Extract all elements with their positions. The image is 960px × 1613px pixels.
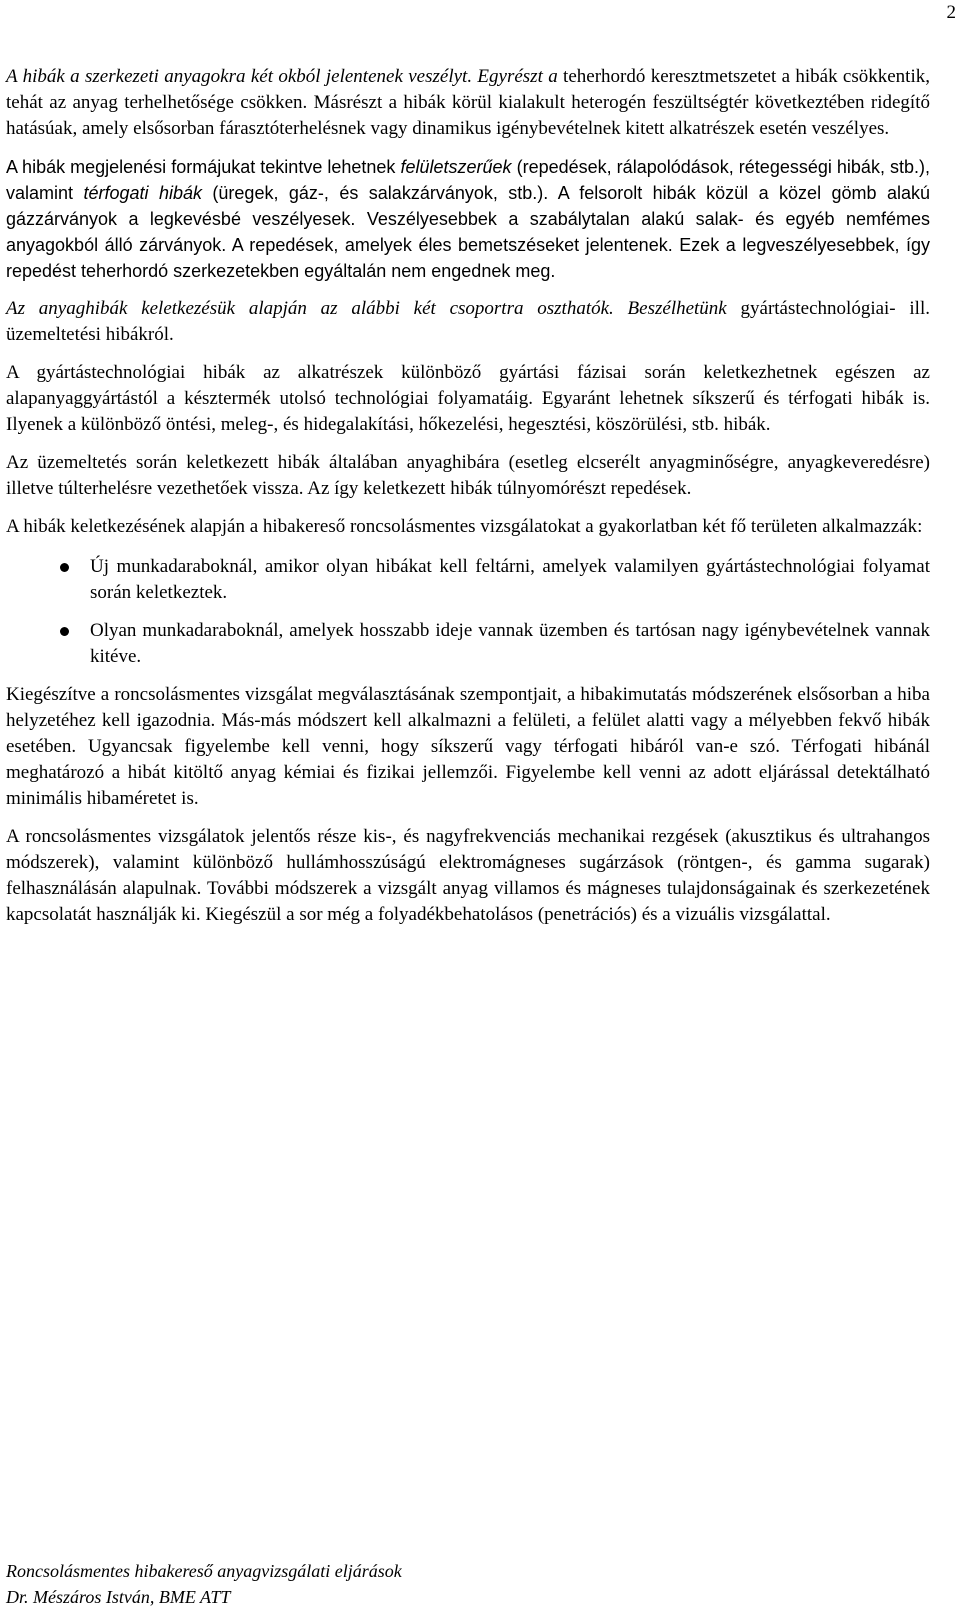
footer-author: Dr. Mészáros István, BME ATT	[6, 1587, 231, 1607]
italic-text: Az anyaghibák keletkezésük alapján az alábbi két csoportra oszthatók. Beszélhetünk	[6, 298, 727, 319]
paragraph-text: A hibák megjelenési formájukat tekintve lehetnek	[6, 157, 401, 177]
paragraph-method-selection: Kiegészítve a roncsolásmentes vizsgálat megválasztásának szempontjait, a hibakimutatás módszerének elsősorban a hiba helyzetéhez kell igazodnia. Más-más módszert kell alkalmazni a felületi, a felület alatti vagy a mélyebben fekvő hibák esetében. Ugyancsak figyelembe kell venni, hogy síkszerű vagy térfogati hibáról van-e szó. Térfogati hibánál meghatározó a hibát kitöltő anyag kémiai és fizikai jellemzői. Figyelembe kell venni az adott eljárással detektálható minimális hibaméretet is.	[6, 684, 930, 809]
paragraph-text: (repedések, rálapolódások, rétegességi hibák, stb.), valamint	[6, 157, 930, 203]
page-footer	[6, 1558, 402, 1610]
italic-term-surface: felületszerűek	[400, 157, 512, 177]
paragraph-ndt-methods: A roncsolásmentes vizsgálatok jelentős része kis-, és nagyfrekvenciás mechanikai rezgések (akusztikus és ultrahangos módszerek), valamint különböző hullámhosszúságú elektromágneses sugárzások (röntgen-, és gamma sugarak) felhasználásán alapulnak. További módszerek a vizsgált anyag villamos és mágneses tulajdonságainak és szerkezetének kapcsolatát használják ki. Kiegészül a sor még a folyadékbehatolásos (penetrációs) és a vizuális vizsgálattal.	[6, 826, 930, 925]
page-number: 2	[946, 2, 956, 23]
paragraph-defect-forms	[6, 154, 930, 284]
italic-term-volume: térfogati hibák	[83, 183, 202, 203]
list-item: Olyan munkadaraboknál, amelyek hosszabb ideje vannak üzemben és tartósan nagy igénybevételnek vannak kitéve.	[6, 618, 930, 670]
paragraph-text: teherhordó keresztmetszetet a hibák csökkentik, tehát az anyag terhelhetősége csökken. Másrészt a hibák körül kialakult heterogén feszültségtér következtében ridegítő hatásúak, amely elsősorban fárasztóterhelésnek vagy dinamikus igénybevételnek kitett alkatrészek esetén veszélyes.	[6, 66, 930, 139]
paragraph-manufacturing-defects: A gyártástechnológiai hibák az alkatrészek különböző gyártási fázisai során keletkezhetnek egészen az alapanyaggyártástól a késztermék utolsó technológiai folyamatáig. Egyaránt lehetnek síkszerű és térfogati hibák is. Ilyenek a különböző öntési, meleg-, és hidegalakítási, hőkezelési, hegesztési, köszörülési, stb. hibák.	[6, 362, 930, 435]
bullet-icon	[60, 563, 69, 572]
footer-title: Roncsolásmentes hibakereső anyagvizsgálati eljárások	[6, 1561, 402, 1581]
document-body	[6, 64, 930, 940]
paragraph-operational-defects: Az üzemeltetés során keletkezett hibák általában anyaghibára (esetleg elcserélt anyagminőségre, anyagkeveredésre) illetve túlterhelésre vezethetőek vissza. Az így keletkezett hibák túlnyomórészt repedések.	[6, 452, 930, 499]
bullet-icon	[60, 627, 69, 636]
paragraph-defect-groups	[6, 296, 930, 348]
bullet-list	[6, 554, 930, 670]
paragraph-text: gyártástechnológiai- ill. üzemeltetési hibákról.	[6, 298, 930, 345]
italic-text: A hibák a szerkezeti anyagokra két okból jelentenek veszélyt. Egyrészt a	[6, 66, 558, 87]
paragraph-application-areas: A hibák keletkezésének alapján a hibakereső roncsolásmentes vizsgálatokat a gyakorlatban két fő területen alkalmazzák:	[6, 516, 923, 537]
paragraph-text: (üregek, gáz-, és salakzárványok, stb.). A felsorolt hibák közül a közel gömb alakú gázzárványok a legkevésbé veszélyesek. Veszélyesebbek a szabálytalan alakú salak- és egyéb nemfémes anyagokból álló zárványok. A repedések, amelyek éles bemetszéseket jelentenek. Ezek a legveszélyesebbek, így repedést teherhordó szerkezetekben egyáltalán nem engednek meg.	[6, 183, 930, 281]
list-item: Új munkadaraboknál, amikor olyan hibákat kell feltárni, amelyek valamilyen gyártástechnológiai folyamat során keletkeztek.	[6, 554, 930, 606]
paragraph-defect-danger	[6, 64, 930, 142]
